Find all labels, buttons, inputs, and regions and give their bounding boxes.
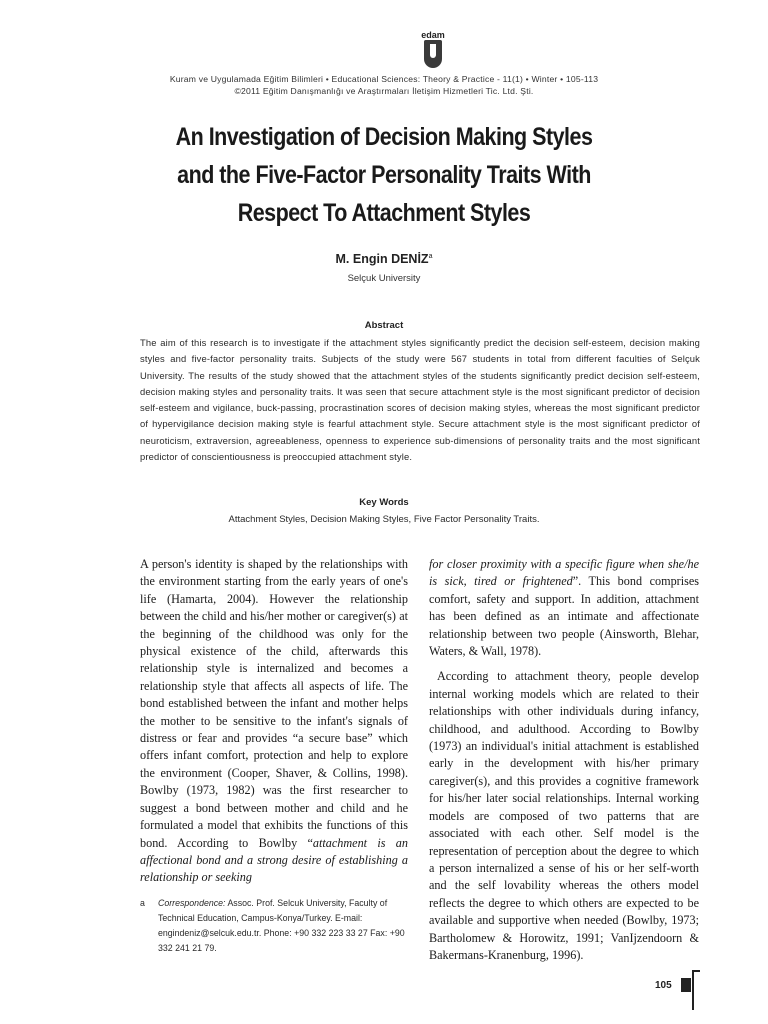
body-paragraph: According to attachment theory, people develop internal working models which are related to their relationships with other individuals during infancy, childhood, and adulthood. According to Bowlby (1973) an individual's initial attachment is established early in the development with his/her primary caregiver(s), and this provides a cognitive framework for his/her later social relationships. Internal working models are composed of two patterns that are associated with each other. Self model is the representation of perception about the degree to which a person internalized a sense of his or her self-worth and the self lovability whereas the others model reflects the degree to which others are expected to be available and supportive when needed (Bowlby, 1973; Bartholomew & Horowitz, 1991; VanIjzendoorn & Bakermans-Kranenburg, 1996). [429, 669, 699, 962]
correspondence-footnote [140, 896, 410, 956]
body-paragraph [429, 556, 699, 660]
body-paragraph [140, 556, 408, 887]
abstract-text: The aim of this research is to investigate if the attachment styles significantly predict the decision self-esteem, decision making styles and five-factor personality traits. Subjects of the study were 567 students in total from different faculties of Selçuk University. The results of the study showed that the attachment styles of the students significantly predict decision self-esteem, decision making styles and personality traits. It was seen that secure attachment style is the most significant predictor of decision self-esteem and vigilance, buck-passing, procrastination scores of decision making styles, whereas the most significant predictor of hypervigilance decision making style is fearful attachment style. Secure attachment style is the most significant predictor of neuroticism, extraversion, agreeableness, openness to experience sub-dimensions of personality traits and the most significant predictor of conscientiousness is preoccupied attachment style. [140, 337, 700, 463]
keywords-text: Attachment Styles, Decision Making Styles, Five Factor Personality Traits. [228, 514, 540, 525]
logo-emblem-icon [424, 40, 442, 68]
body-text: ”. This bond comprises comfort, safety and support. In addition, attachment has been defined as an intimate and affectionate relationship between two people (Ainsworth, Blehar, Waters, & Wall, 1978). [429, 574, 700, 659]
edam-logo [416, 30, 450, 70]
body-italic-quote: for closer proximity with a specific figure when she/he is sick, tired or frightened [429, 557, 699, 589]
author-name [0, 252, 768, 266]
author-affiliation: Selçuk University [347, 273, 421, 284]
keywords-heading: Key Words [359, 497, 409, 508]
footnote-label: Correspondence: [158, 898, 226, 908]
abstract-heading: Abstract [364, 320, 404, 331]
footnote-body [158, 896, 410, 956]
page-marker-tick [692, 970, 700, 972]
page-marker-line [692, 970, 694, 1010]
body-right-column [429, 556, 699, 964]
author-footnote-mark: a [428, 252, 433, 260]
body-italic-quote: attachment is an affectional bond and a strong desire of establishing a relationship or seeking [140, 835, 408, 885]
page-number: 105 [655, 980, 672, 991]
journal-citation-line: Kuram ve Uygulamada Eğitim Bilimleri • Educational Sciences: Theory & Practice - 11(1) • Winter • 105-113 [169, 74, 599, 84]
footnote-mark: a [140, 898, 145, 908]
body-text: A person's identity is shaped by the relationships with the environment starting from the early years of one's life (Hamarta, 2004). However the relationship between the child and his/her mother or caregiver(s) at the beginning of the childhood was only for the physical existence of the child, afterwards this relationship style is internalized and becomes a relationship style that affects all aspects of life. The bond established between the infant and mother helps the mother to be sensitive to the infant's signals of distress or fear and provides “a secure base” which offers infant comfort, protection and help to explore the environment (Cooper, Shaver, & Collins, 1998). Bowlby (1973, 1982) was the first researcher to suggest a bond between mother and child and he formulated a model that exhibits the functions of this bond. According to Bowlby “ [140, 557, 408, 850]
copyright-line: ©2011 Eğitim Danışmanlığı ve Araştırmaları İletişim Hizmetleri Tic. Ltd. Şti. [234, 86, 534, 96]
body-left-column [140, 556, 408, 887]
page-marker-icon [681, 978, 691, 992]
author-name-text: M. Engin DENİZ [335, 252, 429, 266]
article-title: An Investigation of Decision Making Styles and the Five-Factor Personality Traits With Respect To Attachment Styles [175, 123, 593, 227]
logo-text: edam [421, 30, 445, 40]
footnote-text: Assoc. Prof. Selcuk University, Faculty of Technical Education, Campus-Konya/Turkey. E-mail: engindeniz@selcuk.edu.tr. Phone: +90 332 223 33 27 Fax: +90 332 241 21 79. [158, 898, 405, 953]
